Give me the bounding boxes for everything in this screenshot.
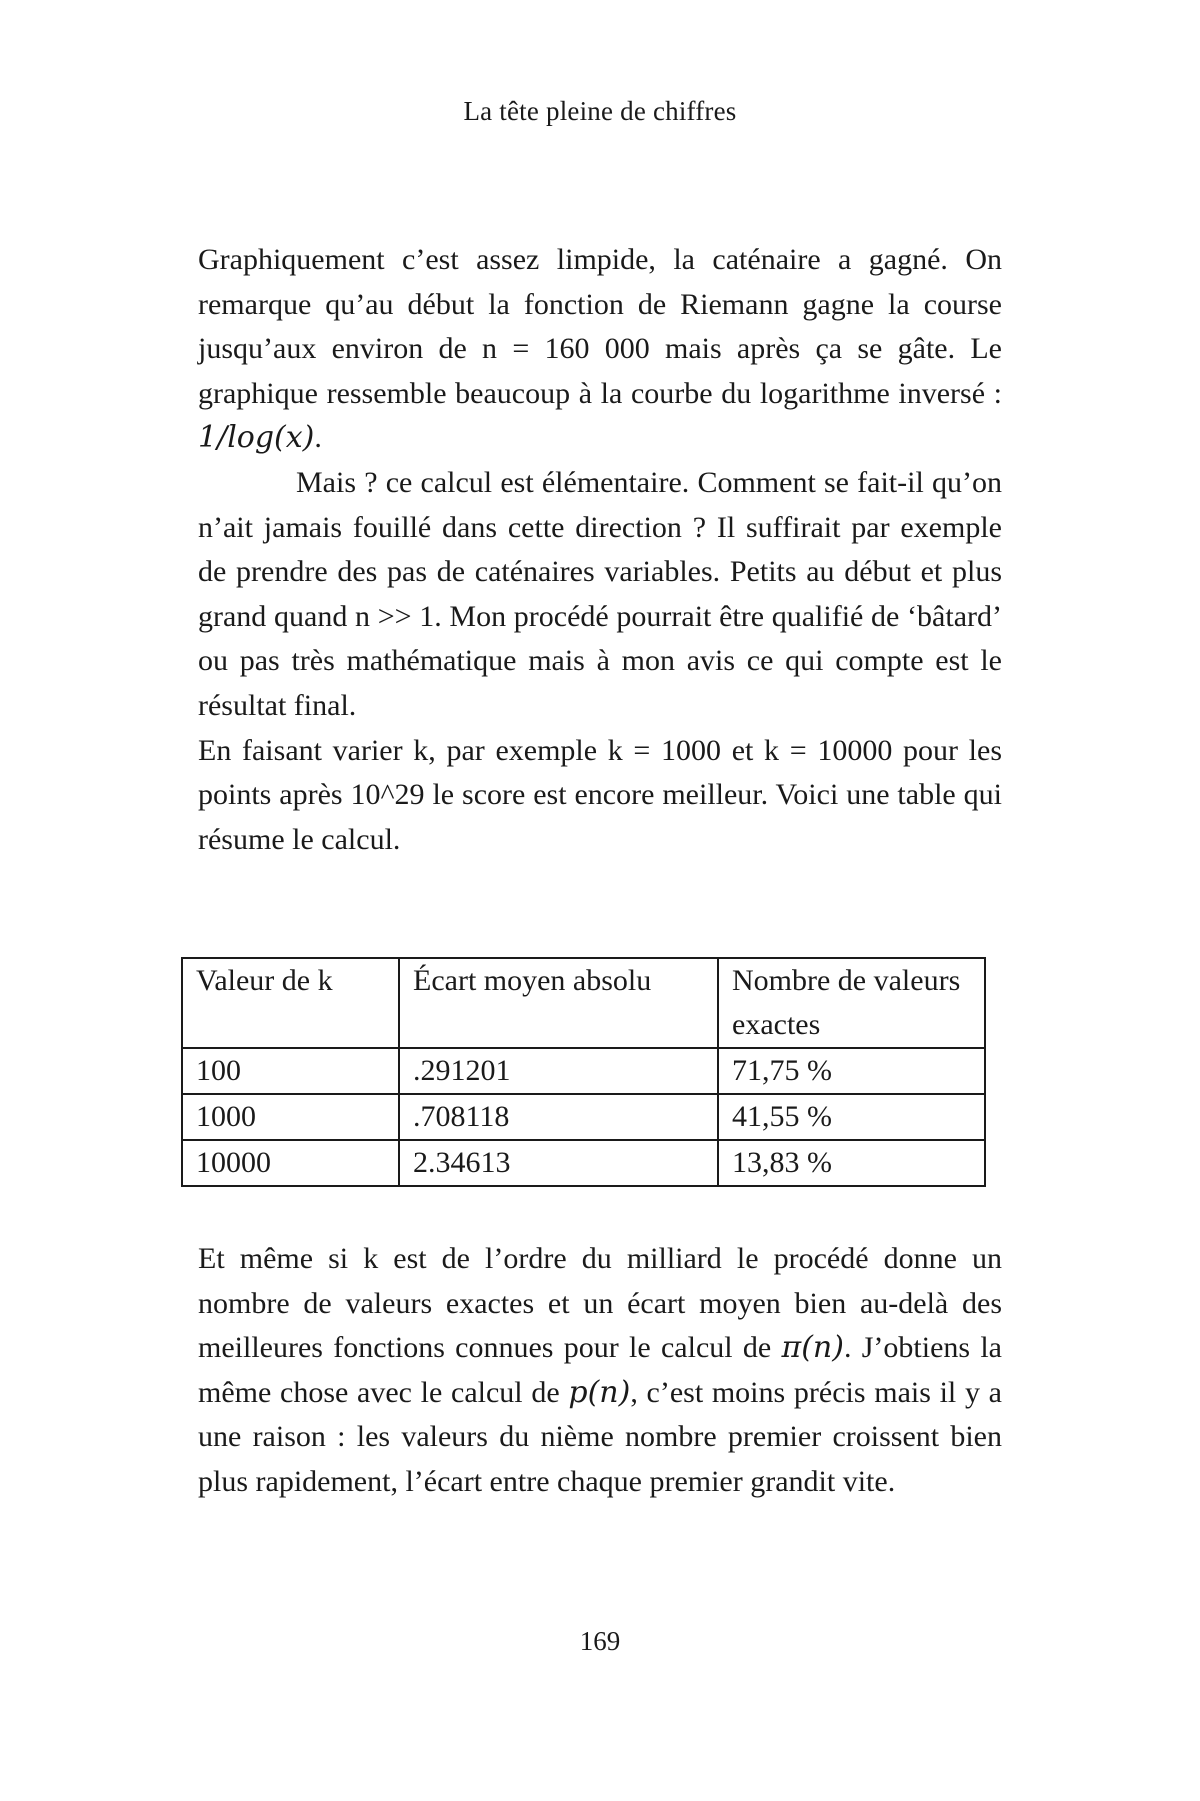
paragraph-text: Et même si k est de l’ordre du milliard le procédé donne un nombre de valeurs exactes et un écart moyen bien au-delà des meilleures fonctions connues pour le calcul de <box>198 1242 1002 1365</box>
header-cell-k-value: Valeur de k <box>182 958 399 1048</box>
table-header-row <box>182 958 985 1048</box>
page-number: 169 <box>579 1626 621 1656</box>
math-nth-prime: p(n) <box>568 1374 631 1410</box>
results-table <box>181 957 986 1187</box>
paragraph-varying-k: En faisant varier k, par exemple k = 1000 et k = 10000 pour les points après 10^29 le score est encore meilleur. Voici une table qui résume le calcul. <box>198 733 1002 856</box>
table-cell: .708118 <box>399 1094 718 1140</box>
main-text-upper <box>198 238 1002 862</box>
header-cell-mean-deviation: Écart moyen absolu <box>399 958 718 1048</box>
main-text-lower <box>198 1237 1002 1505</box>
paragraph-text: Graphiquement c’est assez limpide, la caténaire a gagné. On remarque qu’au début la fonction de Riemann gagne la course jusqu’aux environ de n = 160 000 mais après ça se gâte. Le graphique ressemble beaucoup à la courbe du logarithme inversé : <box>198 243 1002 410</box>
paragraph-text: . J’obtiens la même chose avec le calcul de <box>198 1331 1003 1409</box>
paragraph-billion-k <box>198 1237 1002 1505</box>
paragraph-method-question: Mais ? ce calcul est élémentaire. Comment se fait-il qu’on n’ait jamais fouillé dans cette direction ? Il suffirait par exemple de prendre des pas de caténaires variables. Petits au début et plus grand quand n >> 1. Mon procédé pourrait être qualifié de ‘bâtard’ ou pas très mathématique mais à mon avis ce qui compte est le résultat final. <box>198 465 1002 722</box>
table-cell: 1000 <box>182 1094 399 1140</box>
table-cell: 10000 <box>182 1140 399 1186</box>
table-row <box>182 1048 985 1094</box>
math-prime-counting: π(n) <box>781 1330 844 1366</box>
table-row <box>182 1140 985 1186</box>
paragraph-text: , c’est moins précis mais il y a une raison : les valeurs du nième nombre premier croissent bien plus rapidement, l’écart entre chaque premier grandit vite. <box>198 1375 1002 1498</box>
paragraph-text-end: . <box>314 421 322 455</box>
running-title: La tête pleine de chiffres <box>463 96 737 126</box>
table-cell: 100 <box>182 1048 399 1094</box>
paragraph-graph-result <box>198 238 1002 461</box>
header-cell-exact-count: Nombre de valeurs exactes <box>718 958 985 1048</box>
table-cell: .291201 <box>399 1048 718 1094</box>
table-row <box>182 1094 985 1140</box>
table-cell: 41,55 % <box>718 1094 985 1140</box>
math-inverse-log: 1/log(x) <box>198 420 315 456</box>
table-cell: 2.34613 <box>399 1140 718 1186</box>
table-cell: 71,75 % <box>718 1048 985 1094</box>
table-cell: 13,83 % <box>718 1140 985 1186</box>
